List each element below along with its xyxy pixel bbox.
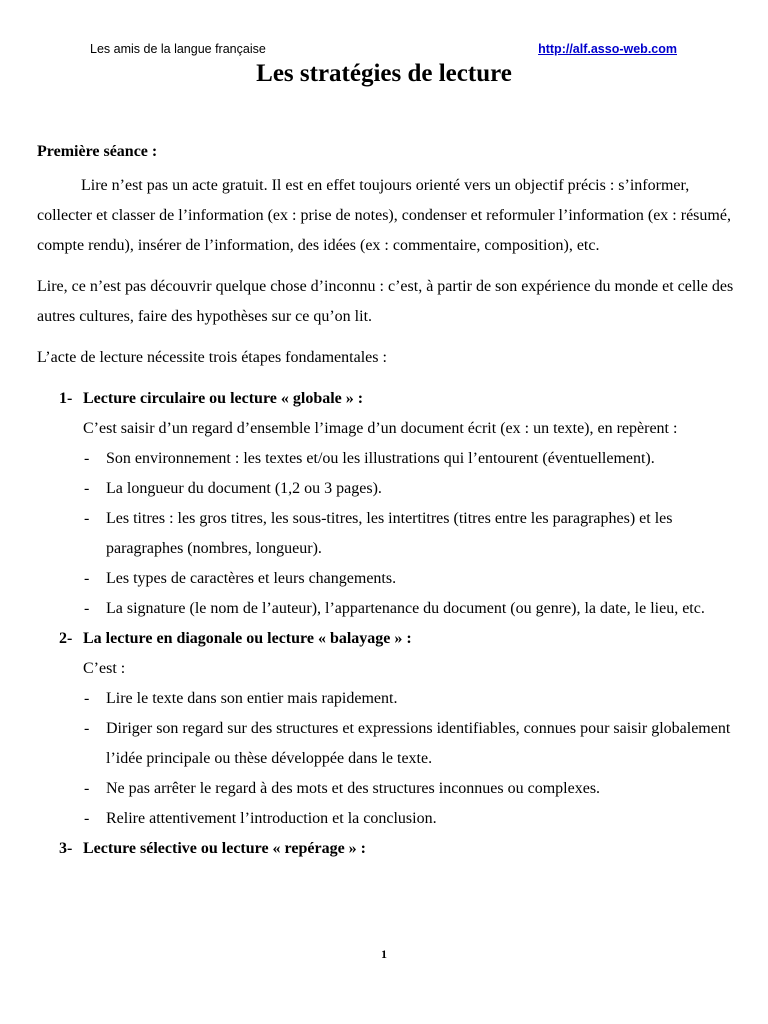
page-title: Les stratégies de lecture: [256, 60, 512, 87]
paragraph-definition: Lire, ce n’est pas découvrir quelque chose d’inconnu : c’est, à partir de son expérience du monde et celle des autres cultures, faire des hypothèses sur ce qu’on lit.: [37, 278, 734, 325]
header-site-name: Les amis de la langue française: [90, 42, 266, 56]
paragraph-intro: Lire n’est pas un acte gratuit. Il est en effet toujours orienté vers un objectif précis : s’informer, collecter et classer de l’information (ex : prise de notes), condenser et reformuler l’information (ex : résumé, compte rendu), insérer de l’information, des idées (ex : commentaire, composition), etc.: [37, 177, 731, 254]
list-item: [37, 474, 737, 504]
list-item-text: Son environnement : les textes et/ou les illustrations qui l’entourent (éventuellement).: [106, 450, 655, 467]
step-2-number: 2-: [59, 630, 73, 647]
list-item-text: Les titres : les gros titres, les sous-titres, les intertitres (titres entre les paragraphes) et les paragraphes (nombres, longueur).: [106, 510, 673, 557]
section-heading: Première séance :: [37, 143, 158, 160]
list-item: [37, 684, 737, 714]
list-item-text: Diriger son regard sur des structures et expressions identifiables, connues pour saisir globalement l’idée principale ou thèse développée dans le texte.: [106, 720, 731, 767]
list-item: [37, 714, 737, 774]
list-item-text: Relire attentivement l’introduction et la conclusion.: [106, 810, 437, 827]
step-2-intro: C’est :: [83, 660, 126, 677]
list-item-text: La longueur du document (1,2 ou 3 pages).: [106, 480, 382, 497]
step-2-heading: [37, 624, 737, 654]
list-item-text: Lire le texte dans son entier mais rapidement.: [106, 690, 398, 707]
list-dash: -: [84, 720, 90, 737]
list-item-text: La signature (le nom de l’auteur), l’appartenance du document (ou genre), la date, le lieu, etc.: [106, 600, 705, 617]
list-item: [37, 444, 737, 474]
step-1-heading: [37, 384, 737, 414]
step-2-title: La lecture en diagonale ou lecture « balayage » :: [83, 630, 412, 647]
step-1-number: 1-: [59, 390, 73, 407]
page-number: 1: [381, 947, 387, 961]
list-dash: -: [84, 810, 90, 827]
list-dash: -: [84, 570, 90, 587]
step-3-number: 3-: [59, 840, 73, 857]
list-item-text: Les types de caractères et leurs changements.: [106, 570, 397, 587]
list-dash: -: [84, 450, 90, 467]
list-dash: -: [84, 780, 90, 797]
step-1-title: Lecture circulaire ou lecture « globale » :: [83, 390, 364, 407]
list-dash: -: [84, 600, 90, 617]
list-item: [37, 504, 737, 564]
step-3-heading: [37, 834, 737, 864]
step-1-intro: C’est saisir d’un regard d’ensemble l’image d’un document écrit (ex : un texte), en repèrent :: [83, 420, 678, 437]
list-item: [37, 594, 737, 624]
paragraph-steps-intro: L’acte de lecture nécessite trois étapes fondamentales :: [37, 349, 387, 366]
list-item: [37, 804, 737, 834]
list-item-text: Ne pas arrêter le regard à des mots et des structures inconnues ou complexes.: [106, 780, 601, 797]
list-dash: -: [84, 510, 90, 527]
document-body: [37, 137, 737, 864]
list-dash: -: [84, 690, 90, 707]
header-site-link[interactable]: http://alf.asso-web.com: [538, 42, 677, 56]
list-item: [37, 564, 737, 594]
list-item: [37, 774, 737, 804]
list-dash: -: [84, 480, 90, 497]
step-3-title: Lecture sélective ou lecture « repérage » :: [83, 840, 366, 857]
